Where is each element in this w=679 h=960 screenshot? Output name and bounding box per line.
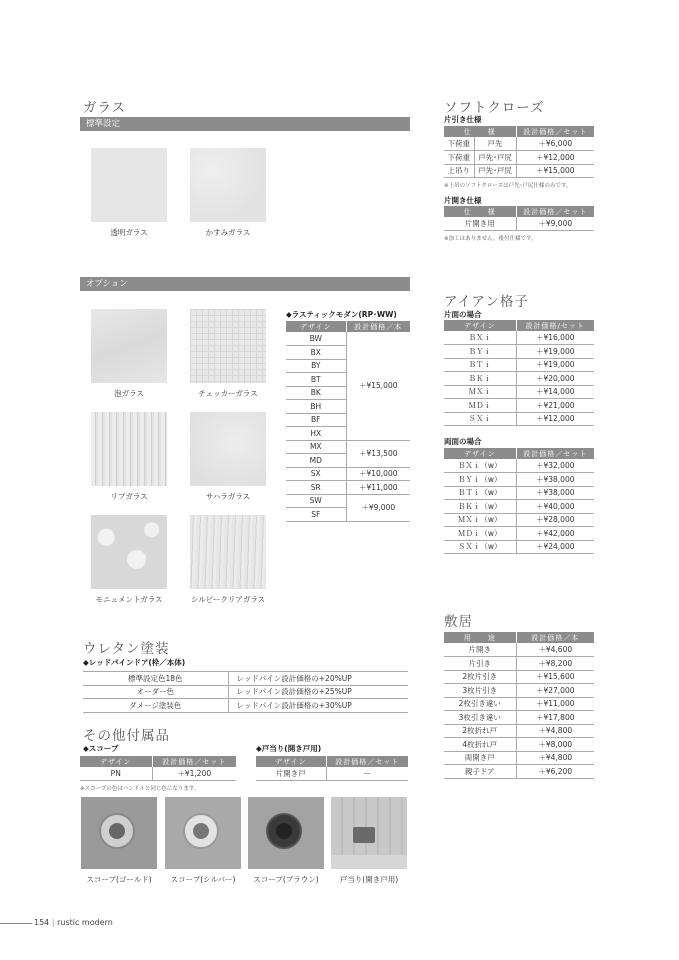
- glass-caption: 泡ガラス: [114, 389, 144, 398]
- col-price: 設計価格／セット: [152, 756, 236, 767]
- price-cell: ＋¥4,800: [516, 751, 594, 765]
- photo-caption: スコープ(ブラウン): [253, 875, 319, 884]
- use-cell: 両開き戸: [444, 751, 516, 765]
- price-cell: ＋¥9,000: [516, 217, 594, 231]
- frosted-glass-swatch: [190, 148, 266, 222]
- glass-caption: シルビークリアガラス: [190, 595, 266, 604]
- price-cell: ー: [326, 767, 408, 781]
- glass-caption: チェッカーガラス: [198, 389, 258, 398]
- color-option: オーダー色: [83, 685, 228, 699]
- col-price: 設計価格／セット: [516, 126, 594, 137]
- accessories-title: その他付属品: [83, 728, 170, 744]
- price-cell: ＋¥21,000: [516, 399, 594, 413]
- col-design: デザイン: [286, 321, 346, 332]
- price-rule: レッドパイン設計価格の+25%UP: [228, 685, 408, 699]
- door-stopper-photo: [331, 797, 407, 869]
- glass-caption: 透明ガラス: [110, 228, 148, 237]
- sill-table: [444, 632, 594, 779]
- series-name: rustic modern: [57, 918, 113, 927]
- monument-glass-swatch: [91, 515, 167, 589]
- use-cell: 片開き: [444, 643, 516, 657]
- col-design: デザイン: [256, 756, 326, 767]
- footer-divider: |: [51, 918, 55, 927]
- price-cell: ＋¥12,000: [516, 412, 594, 426]
- design-code: ＳＸｉ: [444, 412, 516, 426]
- option-bar: オプション: [80, 277, 410, 291]
- spec-b: 戸先: [474, 137, 516, 151]
- scoop-heading: ◆スコープ: [83, 744, 119, 753]
- col-price: 設計価格／セット: [326, 756, 408, 767]
- price-cell: ＋¥12,000: [516, 151, 594, 165]
- price-cell: ＋¥8,200: [516, 657, 594, 671]
- sliding-note: ※上吊のソフトクローズは戸先･戸尻仕様のみです。: [444, 183, 572, 189]
- design-code: SF: [286, 508, 346, 522]
- two-side-label: 両面の場合: [444, 437, 482, 446]
- col-design: デザイン: [444, 448, 516, 459]
- col-price: 設計価格/セット: [516, 320, 594, 331]
- urethane-heading: ◆レッドパインドア(枠／本体): [83, 658, 186, 667]
- design-code: SR: [286, 481, 346, 495]
- spec-a: 片開き用: [444, 217, 516, 231]
- photo-caption: スコープ(ゴールド): [86, 875, 152, 884]
- use-cell: 3枚片引き: [444, 684, 516, 698]
- iron-one-side-table: [444, 320, 594, 426]
- price-cell: ＋¥4,800: [516, 724, 594, 738]
- design-code: SX: [286, 467, 346, 481]
- scoop-brown-photo: [248, 797, 324, 869]
- sill-title: 敷居: [444, 614, 473, 630]
- price-cell: ＋¥28,000: [516, 513, 594, 527]
- softclose-swing-table: [444, 206, 594, 231]
- design-code: BH: [286, 400, 346, 414]
- use-cell: 3枚引き違い: [444, 711, 516, 725]
- design-code: BX: [286, 346, 346, 360]
- design-code: ＢＴｉ: [444, 358, 516, 372]
- col-spec: 仕 様: [444, 206, 516, 217]
- design-code: ＢＹｉ（w）: [444, 473, 516, 487]
- price-cell: ＋¥19,000: [516, 345, 594, 359]
- urethane-title: ウレタン塗装: [83, 641, 170, 657]
- price-cell: ＋¥4,600: [516, 643, 594, 657]
- price-cell: ＋¥1,200: [152, 767, 236, 781]
- design-code: ＢＸｉ: [444, 331, 516, 345]
- col-price: 設計価格／本: [346, 321, 410, 332]
- design-code: ＢＹｉ: [444, 345, 516, 359]
- price-cell: ＋¥8,000: [516, 738, 594, 752]
- use-cell: 2枚片引き: [444, 670, 516, 684]
- sahara-glass-swatch: [190, 412, 266, 486]
- iron-two-side-table: [444, 448, 594, 554]
- silvie-glass-swatch: [190, 515, 266, 589]
- price-cell: ＋¥14,000: [516, 385, 594, 399]
- sliding-label: 片引き仕様: [444, 115, 482, 124]
- glass-caption: かすみガラス: [205, 228, 251, 237]
- footer: [34, 918, 113, 927]
- standard-bar: 標準設定: [80, 117, 410, 131]
- design-code: ＢＫｉ（w）: [444, 500, 516, 514]
- price-cell: ＋¥38,000: [516, 486, 594, 500]
- glass-caption: モニュメントガラス: [95, 595, 163, 604]
- price-cell: ＋¥17,800: [516, 711, 594, 725]
- design-code: ＢＴｉ（w）: [444, 486, 516, 500]
- design-code: BT: [286, 373, 346, 387]
- price-rule: レッドパイン設計価格の+30%UP: [228, 699, 408, 713]
- design-code: HX: [286, 427, 346, 441]
- price-cell: ＋¥20,000: [516, 372, 594, 386]
- col-use: 用 途: [444, 632, 516, 643]
- scoop-gold-photo: [81, 797, 157, 869]
- design-code: BW: [286, 332, 346, 346]
- price-cell: ＋¥40,000: [516, 500, 594, 514]
- price-cell: ＋¥24,000: [516, 540, 594, 554]
- design-code: ＢＫｉ: [444, 372, 516, 386]
- price-cell: ＋¥19,000: [516, 358, 594, 372]
- spec-a: 下荷重: [444, 137, 474, 151]
- price-cell: ＋¥38,000: [516, 473, 594, 487]
- col-price: 設計価格／セット: [516, 448, 594, 459]
- softclose-title: ソフトクローズ: [444, 100, 545, 116]
- spec-b: 戸先･戸尻: [474, 151, 516, 165]
- glass-caption: サハラガラス: [205, 492, 251, 501]
- col-price: 設計価格／本: [516, 632, 594, 643]
- design-code: BK: [286, 386, 346, 400]
- softclose-sliding-table: [444, 126, 594, 178]
- price-cell: ＋¥6,200: [516, 765, 594, 779]
- one-side-label: 片面の場合: [444, 310, 482, 319]
- footer-rule: [0, 923, 32, 924]
- design-code: ＭＤｉ: [444, 399, 516, 413]
- page-number: 154: [34, 918, 50, 927]
- use-cell: 2枚引き違い: [444, 697, 516, 711]
- price-cell: ＋¥27,000: [516, 684, 594, 698]
- color-option: ダメージ塗装色: [83, 699, 228, 713]
- design-code: 片開き戸: [256, 767, 326, 781]
- swing-note: ※加工はありません。後付仕様です。: [444, 236, 537, 242]
- price-cell: ＋¥11,000: [346, 481, 410, 495]
- color-option: 標準設定色18色: [83, 672, 228, 686]
- spec-a: 下荷重: [444, 151, 474, 165]
- rustic-price-table: [286, 321, 410, 522]
- use-cell: 2枚折れ戸: [444, 724, 516, 738]
- design-code: MX: [286, 440, 346, 454]
- clear-glass-swatch: [91, 148, 167, 222]
- use-cell: 親子ドア: [444, 765, 516, 779]
- design-code: BY: [286, 359, 346, 373]
- price-cell: ＋¥6,000: [516, 137, 594, 151]
- price-cell: ＋¥9,000: [346, 494, 410, 521]
- col-spec: 仕 様: [444, 126, 516, 137]
- design-code: ＭＸｉ: [444, 385, 516, 399]
- price-cell: ＋¥42,000: [516, 527, 594, 541]
- price-cell: ＋¥10,000: [346, 467, 410, 481]
- urethane-table: [83, 671, 408, 713]
- design-code: ＭＤｉ（w）: [444, 527, 516, 541]
- col-design: デザイン: [80, 756, 152, 767]
- rustic-heading: ◆ラスティックモダン(RP･WW): [286, 310, 397, 319]
- scoop-silver-photo: [165, 797, 241, 869]
- design-code: SW: [286, 494, 346, 508]
- spec-a: 上吊り: [444, 164, 474, 178]
- price-cell: ＋¥15,000: [516, 164, 594, 178]
- photo-caption: 戸当り(開き戸用): [339, 875, 399, 884]
- design-code: BF: [286, 413, 346, 427]
- price-cell: ＋¥15,000: [346, 332, 410, 440]
- checker-glass-swatch: [190, 309, 266, 383]
- spec-b: 戸先･戸尻: [474, 164, 516, 178]
- design-code: ＳＸｉ（w）: [444, 540, 516, 554]
- price-cell: ＋¥15,600: [516, 670, 594, 684]
- use-cell: 4枚折れ戸: [444, 738, 516, 752]
- bubble-glass-swatch: [91, 309, 167, 383]
- price-cell: ＋¥13,500: [346, 440, 410, 467]
- glass-caption: リブガラス: [110, 492, 148, 501]
- glass-title: ガラス: [83, 100, 127, 116]
- design-code: ＢＸｉ（w）: [444, 459, 516, 473]
- scoop-note: ※スコープの色はハンドルと同じ色になります。: [80, 786, 200, 792]
- price-cell: ＋¥11,000: [516, 697, 594, 711]
- stopper-heading: ◆戸当り(開き戸用): [256, 744, 322, 753]
- use-cell: 片引き: [444, 657, 516, 671]
- col-design: デザイン: [444, 320, 516, 331]
- swing-label: 片開き仕様: [444, 196, 482, 205]
- design-code: MD: [286, 454, 346, 468]
- scoop-table: [80, 756, 236, 781]
- price-cell: ＋¥32,000: [516, 459, 594, 473]
- col-price: 設計価格／セット: [516, 206, 594, 217]
- rib-glass-swatch: [91, 412, 167, 486]
- design-code: PN: [80, 767, 152, 781]
- iron-title: アイアン格子: [444, 294, 529, 310]
- price-rule: レッドパイン設計価格の+20%UP: [228, 672, 408, 686]
- photo-caption: スコープ(シルバー): [170, 875, 236, 884]
- stopper-table: [256, 756, 408, 781]
- design-code: ＭＸｉ（w）: [444, 513, 516, 527]
- price-cell: ＋¥16,000: [516, 331, 594, 345]
